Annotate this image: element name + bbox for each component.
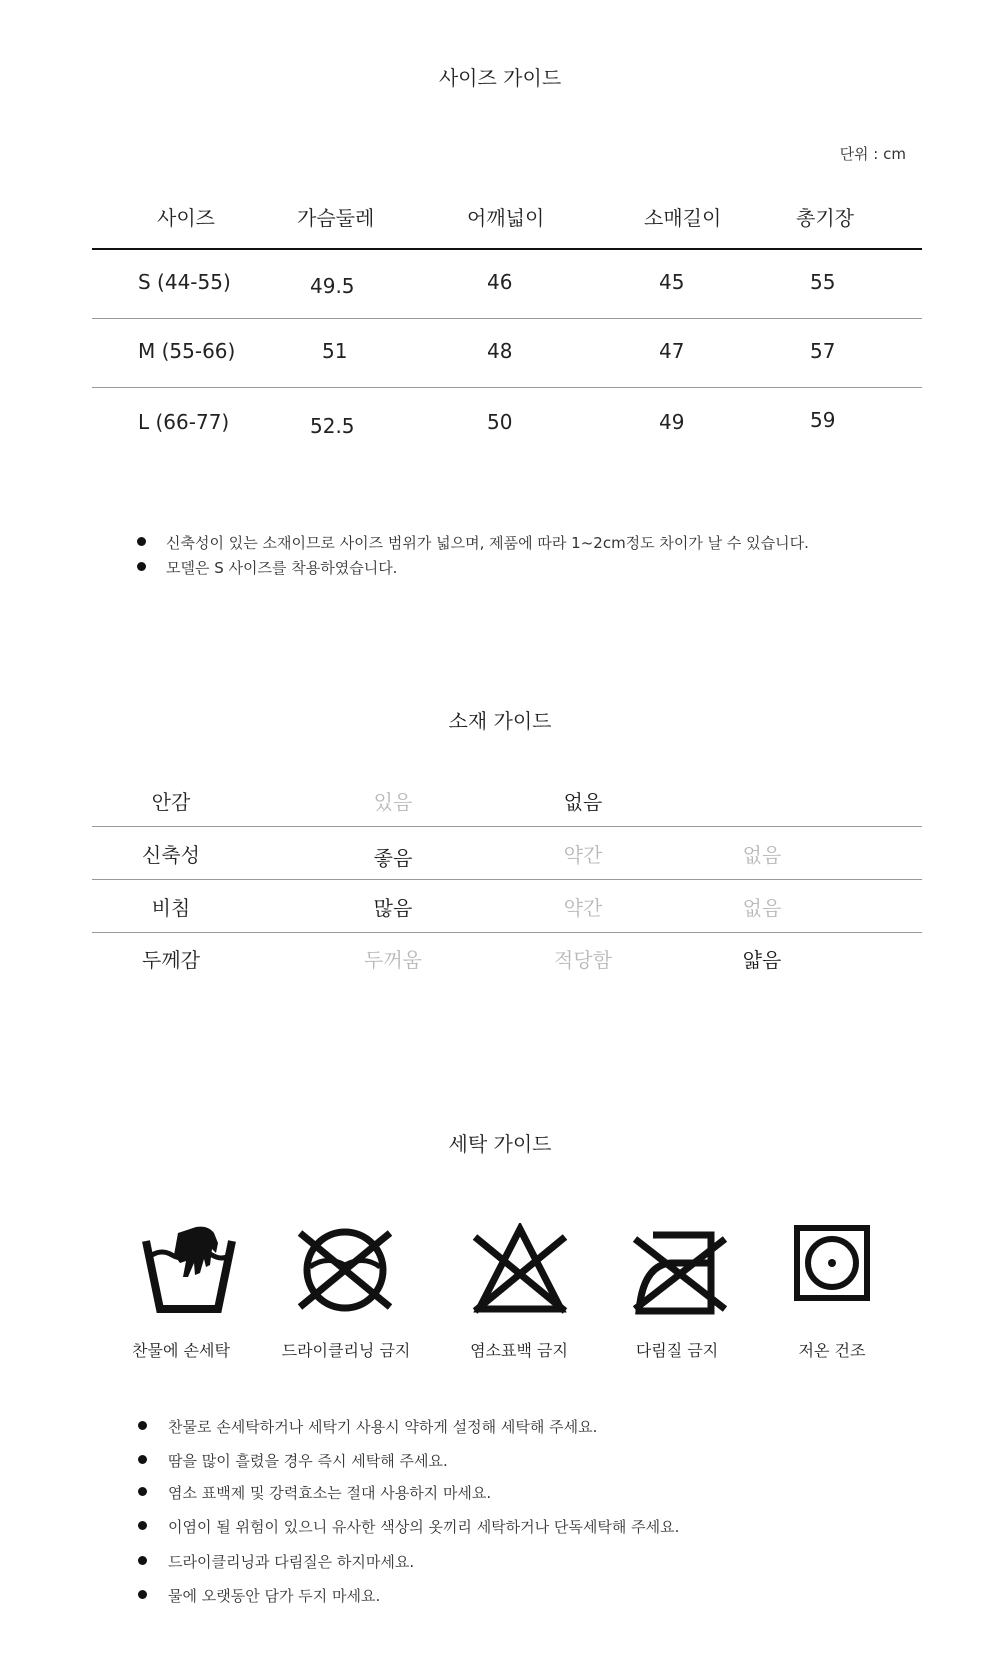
size-guide-title: 사이즈 가이드: [438, 66, 562, 90]
care-label: 찬물에 손세탁: [132, 1341, 230, 1360]
bullet-dot: [138, 1590, 147, 1599]
bullet-dot: [137, 537, 146, 546]
material-row-label: 두께감: [142, 948, 200, 972]
bullet-dot: [138, 1487, 147, 1496]
material-option: 적당함: [554, 948, 612, 972]
cell-length: 59: [810, 408, 836, 432]
table-row: [92, 250, 922, 319]
row-divider: [92, 879, 922, 880]
cell-size: S (44-55): [138, 270, 231, 294]
material-option: 약간: [563, 896, 603, 920]
cell-shoulder: 50: [487, 410, 513, 434]
table-row: [92, 388, 922, 456]
unit-label: 단위 : cm: [839, 145, 906, 163]
material-option: 없음: [742, 896, 782, 920]
care-note: 찬물로 손세탁하거나 세탁기 사용시 약하게 설정해 세탁해 주세요.: [168, 1418, 598, 1436]
header-size: 사이즈: [157, 206, 215, 230]
cell-chest: 49.5: [310, 274, 355, 298]
size-table: [92, 188, 922, 456]
care-label: 다림질 금지: [635, 1341, 719, 1360]
cell-chest: 52.5: [310, 414, 355, 438]
size-table-header: [92, 188, 922, 250]
material-option: 없음: [742, 843, 782, 867]
care-note: 이염이 될 위험이 있으니 유사한 색상의 옷끼리 세탁하거나 단독세탁해 주세요.: [168, 1518, 680, 1536]
material-option: 약간: [563, 843, 603, 867]
row-divider: [92, 826, 922, 827]
material-option: 없음: [563, 790, 603, 814]
material-option: 두꺼움: [364, 948, 422, 972]
material-row-label: 비침: [151, 896, 191, 920]
tumble-dry-icon: [793, 1224, 871, 1302]
material-option: 좋음: [373, 846, 413, 870]
care-note: 염소 표백제 및 강력효소는 절대 사용하지 마세요.: [168, 1484, 492, 1502]
material-guide-title: 소재 가이드: [448, 709, 552, 733]
care-note: 땀을 많이 흘렸을 경우 즉시 세탁해 주세요.: [168, 1452, 448, 1470]
cell-size: L (66-77): [138, 410, 230, 434]
bullet-dot: [138, 1421, 147, 1430]
bullet-dot: [138, 1556, 147, 1565]
material-option: 많음: [373, 896, 413, 920]
header-shoulder: 어깨넓이: [467, 206, 545, 230]
no-dry-clean-icon: [296, 1223, 394, 1317]
bullet-dot: [138, 1455, 147, 1464]
size-note: 모델은 S 사이즈를 착용하였습니다.: [166, 559, 398, 577]
cell-length: 57: [810, 339, 836, 363]
material-row-label: 신축성: [142, 843, 200, 867]
table-row: [92, 319, 922, 388]
header-chest: 가슴둘레: [297, 206, 375, 230]
cell-length: 55: [810, 270, 836, 294]
header-sleeve: 소매길이: [644, 206, 722, 230]
cell-shoulder: 46: [487, 270, 513, 294]
bullet-dot: [137, 562, 146, 571]
cell-sleeve: 47: [659, 339, 685, 363]
size-note: 신축성이 있는 소재이므로 사이즈 범위가 넓으며, 제품에 따라 1~2cm정도 차이가 날 수 있습니다.: [166, 534, 809, 552]
bullet-dot: [138, 1521, 147, 1530]
row-divider: [92, 932, 922, 933]
cell-sleeve: 45: [659, 270, 685, 294]
care-note: 드라이클리닝과 다림질은 하지마세요.: [168, 1553, 415, 1571]
care-label: 저온 건조: [798, 1341, 866, 1360]
material-option: 얇음: [742, 948, 782, 972]
care-label: 염소표백 금지: [470, 1341, 568, 1360]
cell-shoulder: 48: [487, 339, 513, 363]
care-guide-title: 세탁 가이드: [448, 1132, 552, 1156]
material-option: 있음: [373, 790, 413, 814]
hand-wash-icon: [140, 1225, 240, 1313]
care-label: 드라이클리닝 금지: [281, 1341, 411, 1360]
cell-sleeve: 49: [659, 410, 685, 434]
material-row-label: 안감: [151, 790, 191, 814]
care-note: 물에 오랫동안 담가 두지 마세요.: [168, 1587, 381, 1605]
cell-chest: 51: [322, 339, 348, 363]
header-length: 총기장: [796, 206, 854, 230]
no-bleach-icon: [471, 1223, 569, 1317]
no-iron-icon: [631, 1223, 729, 1317]
cell-size: M (55-66): [138, 339, 236, 363]
